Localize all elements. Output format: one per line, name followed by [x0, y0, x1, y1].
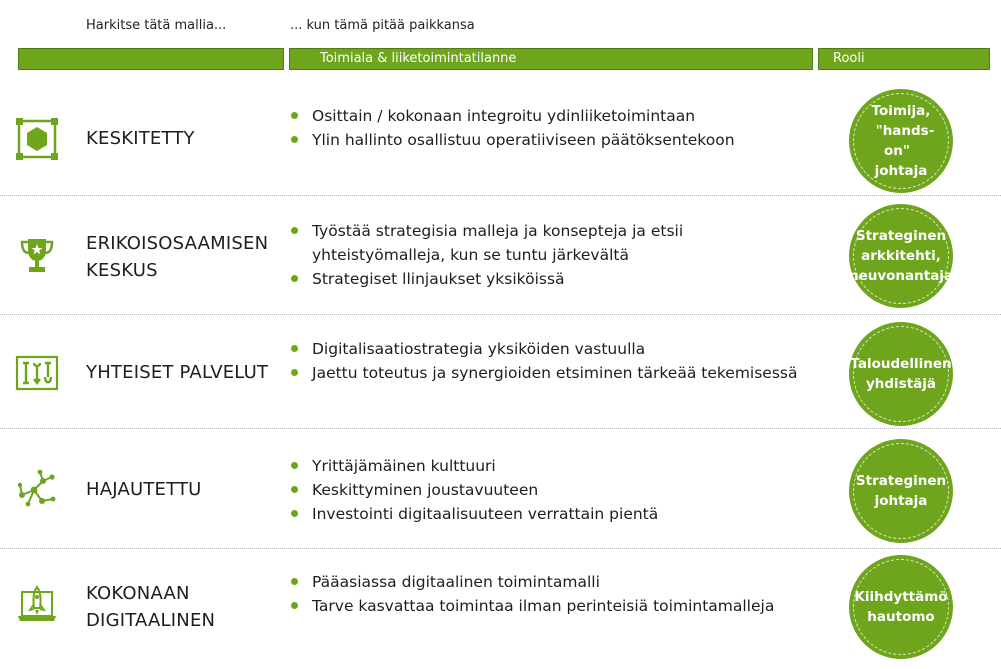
condition-list: [290, 337, 810, 385]
role-badge: Kiihdyttämö hautomo: [849, 555, 953, 659]
role-badge: Strateginen arkkitehti, neuvonantaja: [849, 204, 953, 308]
row-separator: [0, 195, 1001, 196]
condition-list: [290, 219, 810, 291]
left-column-label: Harkitse tätä mallia...: [86, 18, 227, 33]
list-item: Osittain / kokonaan integroitu ydinliiketoimintaan: [290, 104, 810, 128]
list-item: Yrittäjämäinen kulttuuri: [290, 454, 810, 478]
row-separator: [0, 548, 1001, 549]
condition-list: [290, 454, 810, 526]
middle-column-label: ... kun tämä pitää paikkansa: [290, 18, 475, 33]
model-title: KESKITETTY: [86, 128, 195, 149]
condition-list: [290, 104, 810, 152]
condition-list: [290, 570, 810, 618]
list-item: Pääasiassa digitaalinen toimintamalli: [290, 570, 810, 594]
row-separator: [0, 314, 1001, 315]
role-badge: Taloudellinen yhdistäjä: [849, 322, 953, 426]
model-title: ERIKOISOSAAMISEN KESKUS: [86, 233, 269, 281]
list-item: Investointi digitaalisuuteen verrattain pientä: [290, 502, 810, 526]
rocket-laptop-icon: [16, 584, 58, 626]
list-item: Keskittyminen joustavuuteen: [290, 478, 810, 502]
tools-icon: [14, 353, 60, 395]
industry-column-bar: Toimiala & liiketoimintatilanne: [289, 48, 813, 70]
role-column-bar: Rooli: [818, 48, 990, 70]
role-badge: Toimija, "hands-on" johtaja: [849, 89, 953, 193]
hexagon-frame-icon: [16, 118, 58, 160]
list-item: Strategiset llinjaukset yksiköissä: [290, 267, 810, 291]
role-badge: Strateginen johtaja: [849, 439, 953, 543]
list-item: Ylin hallinto osallistuu operatiiviseen päätöksentekoon: [290, 128, 810, 152]
network-icon: [16, 468, 58, 510]
list-item: Jaettu toteutus ja synergioiden etsiminen tärkeää tekemisessä: [290, 361, 810, 385]
model-title: YHTEISET PALVELUT: [86, 362, 269, 383]
model-title: KOKONAAN DIGITAALINEN: [86, 583, 216, 631]
trophy-icon: [16, 234, 58, 276]
list-item: Digitalisaatiostrategia yksiköiden vastuulla: [290, 337, 810, 361]
list-item: Työstää strategisia malleja ja konsepteja ja etsii yhteistyömalleja, kun se tuntu järkevältä: [290, 219, 810, 267]
row-separator: [0, 428, 1001, 429]
list-item: Tarve kasvattaa toimintaa ilman perinteisiä toimintamalleja: [290, 594, 810, 618]
model-title: HAJAUTETTU: [86, 479, 202, 500]
model-column-bar: [18, 48, 284, 70]
